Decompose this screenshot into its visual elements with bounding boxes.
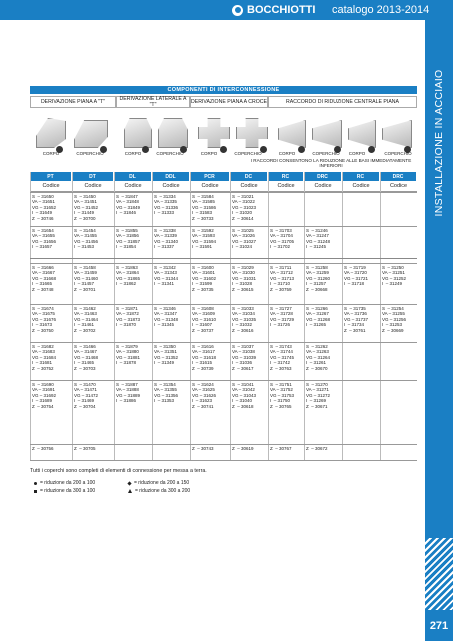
table-cell: S – 31600 VA – 31601 VG – 31602 I – 31599 Z – 30735 bbox=[192, 265, 217, 292]
square-icon bbox=[34, 490, 37, 493]
table-cell: S – 31350 VA – 31351 VG – 31352 I – 31349 bbox=[154, 344, 179, 366]
table-cell: S – 31592 VA – 31593 VG – 31594 I – 31591 bbox=[192, 228, 217, 250]
legend-item: = riduzione da 200 a 150 bbox=[128, 480, 189, 486]
product-image bbox=[74, 120, 108, 148]
table-cell: S – 31650 VA – 31651 VG – 31652 I – 31649 Z – 30746 bbox=[32, 194, 57, 221]
image-label: COPERCHIO bbox=[156, 151, 184, 156]
row-divider bbox=[30, 444, 417, 445]
image-label: COPERCHIO bbox=[76, 151, 104, 156]
codice-label: Codice bbox=[304, 181, 342, 192]
column-header: PT bbox=[30, 172, 72, 181]
column-header: DDL bbox=[152, 172, 190, 181]
image-label: CORPO bbox=[124, 151, 142, 156]
column-header: DC bbox=[230, 172, 268, 181]
row-divider bbox=[30, 192, 417, 193]
image-label: CORPO bbox=[278, 151, 296, 156]
table-title: COMPONENTI DI INTERCONNESSIONE bbox=[30, 86, 417, 94]
product-image bbox=[236, 118, 268, 148]
column-divider bbox=[304, 172, 305, 460]
table-cell: S – 31855 VA – 31856 VG – 31857 I – 31854 bbox=[116, 228, 141, 250]
table-cell: S – 31719 VA – 31720 VG – 31721 I – 31718 bbox=[344, 265, 369, 287]
product-image bbox=[124, 118, 152, 148]
row-divider bbox=[30, 342, 417, 343]
product-image bbox=[36, 118, 66, 148]
product-image bbox=[382, 120, 412, 148]
table-cell: S – 31454 VA – 31455 VG – 31456 I – 31453 bbox=[74, 228, 99, 250]
column-divider bbox=[114, 172, 115, 460]
table-cell: S – 31727 VA – 31728 VG – 31729 I – 31726 bbox=[270, 306, 295, 328]
table-cell: S – 31270 VA – 31271 VG – 31272 I – 31269 Z – 30671 bbox=[306, 382, 331, 409]
table-bottom bbox=[30, 460, 417, 461]
table-cell: S – 31458 VA – 31459 VG – 31460 I – 31457 Z – 30701 bbox=[74, 265, 99, 292]
table-cell: S – 31334 VA – 31335 VG – 31336 I – 31333 bbox=[154, 194, 179, 216]
row-divider bbox=[30, 304, 417, 305]
image-label: CORPO bbox=[348, 151, 366, 156]
table-cell: Z – 30705 bbox=[74, 446, 96, 451]
section-title: INSTALLAZIONE IN ACCIAIO bbox=[433, 69, 445, 217]
table-cell: S – 31879 VA – 31880 VG – 31881 I – 31878 bbox=[116, 344, 141, 366]
decorative-stripes bbox=[425, 538, 453, 610]
column-header: RC bbox=[268, 172, 304, 181]
dot-icon bbox=[34, 482, 37, 485]
component-header: DERIVAZIONE PIANA A CROCE bbox=[190, 96, 268, 108]
table-cell: S – 31863 VA – 31864 VG – 31865 I – 31862 bbox=[116, 265, 141, 287]
image-label: COPERCHIO bbox=[234, 151, 262, 156]
table-cell: S – 31887 VA – 31888 VG – 31889 I – 31886 bbox=[116, 382, 141, 404]
table-cell: S – 31254 VA – 31255 VG – 31256 I – 31253 Z – 30669 bbox=[382, 306, 407, 333]
table-cell: S – 31674 VA – 31675 VG – 31676 I – 31673 Z – 30750 bbox=[32, 306, 57, 333]
table-cell: S – 31266 VA – 31267 VG – 31268 I – 31265 bbox=[306, 306, 331, 328]
product-image bbox=[158, 118, 188, 148]
table-cell: S – 31033 VA – 31034 VG – 31035 I – 31032 Z – 30616 bbox=[232, 306, 257, 333]
column-divider bbox=[380, 172, 381, 460]
row-divider bbox=[30, 263, 417, 264]
table-cell: S – 31690 VA – 31691 VG – 31692 I – 31689 Z – 30754 bbox=[32, 382, 57, 409]
footer-note: Tutti i coperchi sono completi di elementi di connessione per messa a terra. bbox=[30, 468, 207, 474]
codice-label: Codice bbox=[268, 181, 304, 192]
page-number: 271 bbox=[425, 610, 453, 641]
brand-name: BOCCHIOTTI bbox=[247, 4, 316, 16]
product-image bbox=[278, 120, 306, 148]
reduction-note: I RACCORDI CONSENTONO LA RIDUZIONE ALLE BASI IMMEDIATAMENTE INFERIORI bbox=[250, 158, 412, 169]
column-divider bbox=[152, 172, 153, 460]
table-cell: S – 31666 VA – 31667 VG – 31668 I – 31665 Z – 30748 bbox=[32, 265, 57, 292]
column-header: DRC bbox=[304, 172, 342, 181]
codice-label: Codice bbox=[152, 181, 190, 192]
codice-label: Codice bbox=[72, 181, 114, 192]
component-header: DERIVAZIONE PIANA A "T" bbox=[30, 96, 116, 108]
codice-label: Codice bbox=[380, 181, 417, 192]
component-header: DERIVAZIONE LATERALE A "T" bbox=[116, 96, 190, 108]
table-cell: S – 31246 VA – 31247 VG – 31248 I – 31245 bbox=[306, 228, 331, 250]
column-header: DRC bbox=[380, 172, 417, 181]
table-cell: S – 31654 VA – 31655 VG – 31656 I – 31657 bbox=[32, 228, 57, 250]
codice-label: Codice bbox=[230, 181, 268, 192]
table-cell: Z – 30672 bbox=[306, 446, 328, 451]
column-divider bbox=[268, 172, 269, 460]
codice-label: Codice bbox=[30, 181, 72, 192]
table-cell: S – 31346 VA – 31347 VG – 31348 I – 31345 bbox=[154, 306, 179, 328]
table-cell: Z – 30756 bbox=[32, 446, 54, 451]
table-cell: Z – 30767 bbox=[270, 446, 292, 451]
column-divider bbox=[30, 172, 31, 460]
column-divider bbox=[230, 172, 231, 460]
table-cell: S – 31847 VA – 31848 VG – 31849 I – 31846 bbox=[116, 194, 141, 216]
table-cell: S – 31743 VA – 31744 VG – 31745 I – 31742 Z – 30763 bbox=[270, 344, 295, 371]
column-header: PCR bbox=[190, 172, 230, 181]
table-cell: S – 31450 VA – 31451 VG – 31452 I – 31449 Z – 30700 bbox=[74, 194, 99, 221]
column-divider bbox=[190, 172, 191, 460]
table-cell: S – 31262 VA – 31263 VG – 31264 I – 31261 Z – 30670 bbox=[306, 344, 331, 371]
table-cell: S – 31258 VA – 31259 VG – 31260 I – 31257 Z – 30668 bbox=[306, 265, 331, 292]
table-cell: S – 31711 VA – 31712 VG – 31713 I – 31710 Z – 30759 bbox=[270, 265, 295, 292]
table-cell: S – 31624 VA – 31625 VG – 31626 I – 31623 Z – 30741 bbox=[192, 382, 217, 409]
column-header: RC bbox=[342, 172, 380, 181]
codice-label: Codice bbox=[190, 181, 230, 192]
table-cell: S – 31466 VA – 31467 VG – 31468 I – 31465 Z – 30703 bbox=[74, 344, 99, 371]
group-divider bbox=[30, 258, 417, 259]
column-header: DL bbox=[114, 172, 152, 181]
table-cell: S – 31021 VA – 31022 VG – 31023 I – 31020 Z – 30614 bbox=[232, 194, 257, 221]
triangle-icon bbox=[128, 489, 132, 493]
table-cell: Z – 30619 bbox=[232, 446, 254, 451]
row-divider bbox=[30, 380, 417, 381]
table-cell: S – 31703 VA – 31704 VG – 31705 I – 31702 bbox=[270, 228, 295, 250]
table-cell: S – 31616 VA – 31617 VG – 31618 I – 31615 Z – 30739 bbox=[192, 344, 217, 371]
codice-label: Codice bbox=[342, 181, 380, 192]
image-label: CORPO bbox=[42, 151, 60, 156]
table-cell: S – 31462 VA – 31463 VG – 31464 I – 31461 Z – 30702 bbox=[74, 306, 99, 333]
codice-label: Codice bbox=[114, 181, 152, 192]
product-image bbox=[198, 118, 230, 148]
image-label: CORPO bbox=[200, 151, 218, 156]
table-cell: S – 31338 VA – 31339 VG – 31340 I – 31337 bbox=[154, 228, 179, 250]
table-cell: S – 31871 VA – 31872 VG – 31873 I – 31870 bbox=[116, 306, 141, 328]
catalog-year: catalogo 2013-2014 bbox=[332, 4, 430, 16]
table-cell: S – 31250 VA – 31251 VG – 31252 I – 31249 bbox=[382, 265, 407, 287]
component-header: RACCORDO DI RIDUZIONE CENTRALE PIANA bbox=[268, 96, 417, 108]
table-cell: S – 31735 VA – 31736 VG – 31737 I – 31734 Z – 30761 bbox=[344, 306, 369, 333]
table-cell: S – 31041 VA – 31042 VG – 31043 I – 31040 Z – 30618 bbox=[232, 382, 257, 409]
table-cell: S – 31608 VA – 31609 VG – 31610 I – 31607 Z – 30737 bbox=[192, 306, 217, 333]
legend-item: = riduzione da 300 a 200 bbox=[128, 488, 190, 494]
table-cell: S – 31470 VA – 31471 VG – 31472 I – 31469 Z – 30704 bbox=[74, 382, 99, 409]
diamond-icon bbox=[127, 481, 131, 485]
table-cell: Z – 30743 bbox=[192, 446, 214, 451]
table-cell: S – 31029 VA – 31030 VG – 31031 I – 31028 Z – 30615 bbox=[232, 265, 257, 292]
table-cell: S – 31354 VA – 31355 VG – 31356 I – 31353 bbox=[154, 382, 179, 404]
image-label: COPERCHIO bbox=[384, 151, 412, 156]
legend-item: = riduzione da 300 a 100 bbox=[34, 488, 95, 494]
product-image bbox=[348, 120, 376, 148]
table-cell: S – 31584 VA – 31585 VG – 31586 I – 31583 Z – 30733 bbox=[192, 194, 217, 221]
column-header: DT bbox=[72, 172, 114, 181]
column-divider bbox=[72, 172, 73, 460]
brand-mark-icon bbox=[232, 5, 243, 16]
column-divider bbox=[342, 172, 343, 460]
table-cell: S – 31025 VA – 31026 VG – 31027 I – 31024 bbox=[232, 228, 257, 250]
row-divider bbox=[30, 226, 417, 227]
table-cell: S – 31751 VA – 31752 VG – 31753 I – 31750 Z – 30765 bbox=[270, 382, 295, 409]
image-label: COPERCHIO bbox=[312, 151, 340, 156]
table-cell: S – 31037 VA – 31038 VG – 31039 I – 31036 Z – 30617 bbox=[232, 344, 257, 371]
legend-item: = riduzione da 200 a 100 bbox=[34, 480, 95, 486]
table-cell: S – 31342 VA – 31343 VG – 31344 I – 31341 bbox=[154, 265, 179, 287]
brand-logo bbox=[232, 3, 315, 17]
table-cell: S – 31682 VA – 31683 VG – 31684 I – 31681 Z – 30752 bbox=[32, 344, 57, 371]
product-image bbox=[312, 120, 342, 148]
